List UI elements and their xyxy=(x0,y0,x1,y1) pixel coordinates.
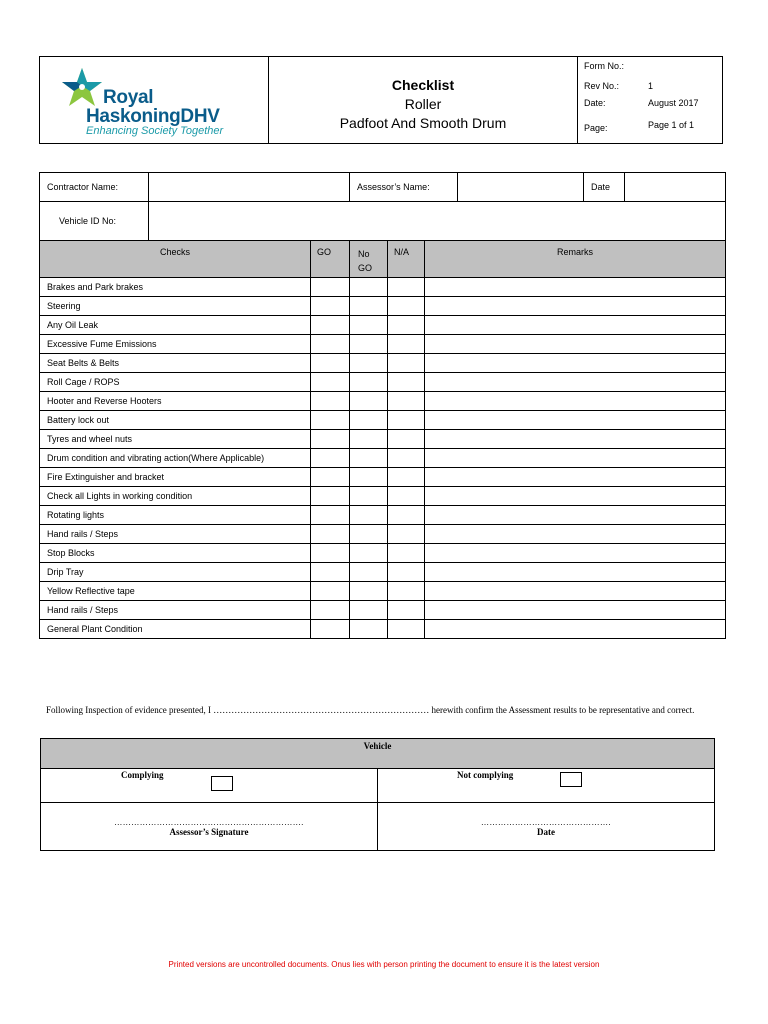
check-item-label: Tyres and wheel nuts xyxy=(40,430,311,449)
check-item-label: Rotating lights xyxy=(40,506,311,525)
complying-cell xyxy=(41,769,378,803)
vehicle-id-row xyxy=(40,202,726,241)
remarks-cell[interactable] xyxy=(425,373,726,392)
no-go-cell[interactable] xyxy=(350,563,388,582)
no-go-cell[interactable] xyxy=(350,316,388,335)
go-cell[interactable] xyxy=(311,335,350,354)
no-go-column-header xyxy=(350,241,388,278)
na-cell[interactable] xyxy=(388,373,425,392)
go-cell[interactable] xyxy=(311,544,350,563)
checklist-row xyxy=(40,506,726,525)
remarks-cell[interactable] xyxy=(425,411,726,430)
check-item-label: Check all Lights in working condition xyxy=(40,487,311,506)
na-cell[interactable] xyxy=(388,278,425,297)
logo-tagline: Enhancing Society Together xyxy=(86,125,224,137)
check-item-label: Seat Belts & Belts xyxy=(40,354,311,373)
check-item-label: Hooter and Reverse Hooters xyxy=(40,392,311,411)
checklist-row xyxy=(40,620,726,639)
document-meta xyxy=(578,57,722,143)
contractor-name-label: Contractor Name: xyxy=(40,173,149,202)
check-item-label: Drum condition and vibrating action(Where Applicable) xyxy=(40,449,311,468)
no-go-cell[interactable] xyxy=(350,506,388,525)
go-cell[interactable] xyxy=(311,297,350,316)
checklist-row xyxy=(40,525,726,544)
check-item-label: Hand rails / Steps xyxy=(40,601,311,620)
check-item-label: Any Oil Leak xyxy=(40,316,311,335)
document-header xyxy=(39,56,723,144)
remarks-cell[interactable] xyxy=(425,278,726,297)
logo xyxy=(40,57,268,143)
checklist-row xyxy=(40,411,726,430)
form-no-label: Form No.: xyxy=(584,61,625,71)
page-label: Page: xyxy=(584,123,608,133)
na-cell[interactable] xyxy=(388,430,425,449)
na-cell[interactable] xyxy=(388,620,425,639)
go-cell[interactable] xyxy=(311,449,350,468)
remarks-cell[interactable] xyxy=(425,506,726,525)
go-cell[interactable] xyxy=(311,506,350,525)
not-complying-cell xyxy=(378,769,715,803)
check-item-label: Brakes and Park brakes xyxy=(40,278,311,297)
signature-date-label: Date xyxy=(537,827,555,837)
remarks-cell[interactable] xyxy=(425,487,726,506)
go-cell[interactable] xyxy=(311,487,350,506)
check-item-label: Hand rails / Steps xyxy=(40,525,311,544)
remarks-cell[interactable] xyxy=(425,392,726,411)
na-cell[interactable] xyxy=(388,411,425,430)
remarks-cell[interactable] xyxy=(425,601,726,620)
check-item-label: Excessive Fume Emissions xyxy=(40,335,311,354)
no-go-cell[interactable] xyxy=(350,525,388,544)
go-cell[interactable] xyxy=(311,620,350,639)
go-cell[interactable] xyxy=(311,278,350,297)
checklist-row xyxy=(40,468,726,487)
check-item-label: Yellow Reflective tape xyxy=(40,582,311,601)
no-go-cell[interactable] xyxy=(350,392,388,411)
document-subtitle-drum: Padfoot And Smooth Drum xyxy=(339,115,507,131)
date-field-label: Date xyxy=(584,173,625,202)
not-complying-label: Not complying xyxy=(457,770,514,780)
na-cell[interactable] xyxy=(388,525,425,544)
remarks-cell[interactable] xyxy=(425,544,726,563)
contractor-row xyxy=(40,173,726,202)
remarks-cell[interactable] xyxy=(425,335,726,354)
checklist-table xyxy=(39,172,726,639)
vehicle-id-field[interactable] xyxy=(149,202,726,241)
na-cell[interactable] xyxy=(388,563,425,582)
assessor-signature-line: …………………………………………………………. xyxy=(114,818,304,827)
go-cell[interactable] xyxy=(311,411,350,430)
no-go-cell[interactable] xyxy=(350,335,388,354)
rev-no-label: Rev No.: xyxy=(584,81,620,91)
signature-row xyxy=(41,803,715,851)
remarks-cell[interactable] xyxy=(425,468,726,487)
no-go-cell[interactable] xyxy=(350,601,388,620)
contractor-name-field[interactable] xyxy=(149,173,350,202)
checklist-row xyxy=(40,430,726,449)
signature-date-line: ………………………………………. xyxy=(481,818,611,827)
no-go-cell[interactable] xyxy=(350,297,388,316)
checklist-rows xyxy=(40,278,726,639)
checklist-row xyxy=(40,392,726,411)
go-cell[interactable] xyxy=(311,354,350,373)
na-cell[interactable] xyxy=(388,316,425,335)
checklist-row xyxy=(40,316,726,335)
remarks-cell[interactable] xyxy=(425,354,726,373)
na-cell[interactable] xyxy=(388,392,425,411)
checklist-row xyxy=(40,335,726,354)
no-go-header-line2: GO xyxy=(358,263,373,273)
star-logo-icon xyxy=(60,66,104,110)
na-cell[interactable] xyxy=(388,601,425,620)
checklist-row xyxy=(40,563,726,582)
signature-date-cell[interactable] xyxy=(378,803,715,851)
go-cell[interactable] xyxy=(311,468,350,487)
vehicle-compliance-table xyxy=(40,738,715,851)
document-title: Checklist xyxy=(391,77,455,93)
complying-checkbox[interactable] xyxy=(211,776,233,791)
date-field[interactable] xyxy=(625,173,726,202)
declaration-text: Following Inspection of evidence presented, I ……………………………………………………………… herewith confirm the Assessment results to be representative and correct. xyxy=(46,705,695,715)
check-item-label: Steering xyxy=(40,297,311,316)
compliance-row xyxy=(41,769,715,803)
remarks-cell[interactable] xyxy=(425,563,726,582)
remarks-cell[interactable] xyxy=(425,525,726,544)
go-cell[interactable] xyxy=(311,392,350,411)
checklist-row xyxy=(40,354,726,373)
rev-no-value: 1 xyxy=(648,81,654,91)
remarks-cell[interactable] xyxy=(425,316,726,335)
checklist-row xyxy=(40,487,726,506)
go-column-header: GO xyxy=(311,241,350,278)
no-go-cell[interactable] xyxy=(350,449,388,468)
assessor-signature-cell[interactable] xyxy=(41,803,378,851)
go-cell[interactable] xyxy=(311,316,350,335)
no-go-cell[interactable] xyxy=(350,430,388,449)
remarks-cell[interactable] xyxy=(425,297,726,316)
checklist-row xyxy=(40,582,726,601)
go-cell[interactable] xyxy=(311,601,350,620)
remarks-cell[interactable] xyxy=(425,430,726,449)
title-block xyxy=(268,57,578,143)
assessor-name-label: Assessor’s Name: xyxy=(350,173,458,202)
vehicle-heading-row xyxy=(41,739,715,769)
checklist-row xyxy=(40,297,726,316)
checklist-header-row xyxy=(40,241,726,278)
page-value: Page 1 of 1 xyxy=(648,120,695,130)
no-go-cell[interactable] xyxy=(350,620,388,639)
na-cell[interactable] xyxy=(388,468,425,487)
check-item-label: Battery lock out xyxy=(40,411,311,430)
date-value: August 2017 xyxy=(648,98,699,108)
uncontrolled-document-notice: Printed versions are uncontrolled documents. Onus lies with person printing the document to ensure it is the latest version xyxy=(168,960,600,969)
remarks-cell[interactable] xyxy=(425,449,726,468)
date-label: Date: xyxy=(584,98,606,108)
not-complying-checkbox[interactable] xyxy=(560,772,582,787)
go-cell[interactable] xyxy=(311,563,350,582)
na-cell[interactable] xyxy=(388,354,425,373)
no-go-cell[interactable] xyxy=(350,373,388,392)
no-go-cell[interactable] xyxy=(350,411,388,430)
go-cell[interactable] xyxy=(311,430,350,449)
complying-label: Complying xyxy=(121,770,164,780)
check-item-label: Drip Tray xyxy=(40,563,311,582)
no-go-cell[interactable] xyxy=(350,544,388,563)
no-go-cell[interactable] xyxy=(350,487,388,506)
check-item-label: Roll Cage / ROPS xyxy=(40,373,311,392)
vehicle-heading: Vehicle xyxy=(41,739,715,769)
go-cell[interactable] xyxy=(311,525,350,544)
logo-word-royal: Royal xyxy=(103,87,154,108)
na-cell[interactable] xyxy=(388,335,425,354)
go-cell[interactable] xyxy=(311,582,350,601)
checks-column-header: Checks xyxy=(40,241,311,278)
na-cell[interactable] xyxy=(388,487,425,506)
assessor-signature-label: Assessor’s Signature xyxy=(169,827,249,837)
na-cell[interactable] xyxy=(388,544,425,563)
no-go-cell[interactable] xyxy=(350,278,388,297)
go-cell[interactable] xyxy=(311,373,350,392)
checklist-row xyxy=(40,278,726,297)
remarks-cell[interactable] xyxy=(425,620,726,639)
checklist-row xyxy=(40,373,726,392)
checklist-row xyxy=(40,449,726,468)
check-item-label: General Plant Condition xyxy=(40,620,311,639)
na-cell[interactable] xyxy=(388,582,425,601)
check-item-label: Stop Blocks xyxy=(40,544,311,563)
checklist-row xyxy=(40,601,726,620)
no-go-cell[interactable] xyxy=(350,582,388,601)
no-go-cell[interactable] xyxy=(350,354,388,373)
na-cell[interactable] xyxy=(388,506,425,525)
vehicle-id-label: Vehicle ID No: xyxy=(40,202,149,241)
logo-word-haskoning: HaskoningDHV xyxy=(86,106,220,127)
checklist-row xyxy=(40,544,726,563)
no-go-cell[interactable] xyxy=(350,468,388,487)
remarks-column-header: Remarks xyxy=(425,241,726,278)
no-go-header-line1: No xyxy=(358,249,370,259)
check-item-label: Fire Extinguisher and bracket xyxy=(40,468,311,487)
assessor-name-field[interactable] xyxy=(458,173,584,202)
na-column-header: N/A xyxy=(388,241,425,278)
na-cell[interactable] xyxy=(388,449,425,468)
document-subtitle-roller: Roller xyxy=(404,96,442,112)
na-cell[interactable] xyxy=(388,297,425,316)
remarks-cell[interactable] xyxy=(425,582,726,601)
